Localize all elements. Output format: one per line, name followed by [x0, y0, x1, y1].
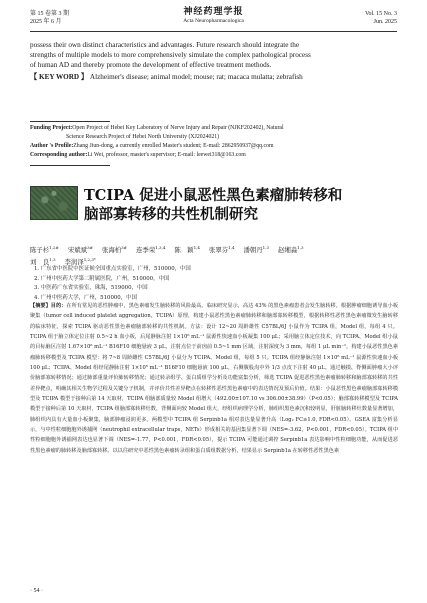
author-line [30, 243, 398, 255]
funding-block [30, 124, 398, 160]
running-header [30, 5, 397, 33]
author-name: 陈 颖$^{1,4}$ [174, 245, 200, 254]
author-affiliation-sup: 3# [87, 245, 93, 250]
affiliations [34, 265, 394, 303]
author-profile [30, 142, 398, 151]
chinese-abstract [30, 301, 398, 593]
author-name: 宋斌斌$^{3\#}$ [67, 245, 93, 254]
header-issue-en: Vol. 15 No. 3 [364, 11, 397, 17]
english-abstract-line: of human AD and thereby promote the development of effective treatment methods. [30, 61, 272, 69]
affiliation: 1. 广东省中医院中医证候全国重点实验室，广州，510000，中国 [34, 266, 191, 272]
article-title-line: 脑部寡转移的共性机制研究 [84, 206, 258, 223]
keywords-text: Alzheimer's disease; animal model; mouse; rat; macaca mulatta; zebrafish [88, 73, 303, 81]
author-affiliation-sup: 1,3 [262, 245, 270, 250]
author-name: 潘朝丹$^{1,3}$ [243, 245, 270, 254]
header-date-cn: 2025 年 6 月 [30, 19, 62, 25]
corresponding-author-label: Corresponding author: [30, 152, 88, 158]
author-affiliation-sup: 1,2# [49, 245, 59, 250]
article-thumbnail-image [30, 186, 78, 220]
funding-top-rule [30, 121, 110, 122]
affiliation: 4. 广州中医药大学，广州，510000，中国 [34, 294, 137, 301]
author-name: 陈子杉$^{1,2\#}$ [30, 245, 59, 254]
funding-project [30, 124, 398, 133]
article-title [84, 186, 384, 224]
article-title-line: TCIPA 促进小鼠恶性黑色素瘤肺转移和 [84, 187, 343, 204]
author-affiliation-sup: 1,2,3* [83, 257, 96, 262]
corresponding-author [30, 151, 398, 160]
funding-bottom-rule [30, 165, 110, 166]
english-abstract-tail [30, 40, 398, 70]
author-name: 李润泽$^{1,2,3*}$ [64, 257, 96, 266]
english-abstract-line: strengths of multiple models to more comprehensively simulate the complex pathological process [30, 51, 311, 59]
author-name: 赵缃淼$^{1,3}$ [278, 245, 304, 254]
header-date-en: Jun. 2025 [373, 19, 397, 25]
author-profile-label: Author 's Profile: [30, 143, 74, 149]
author-affiliation-sup: 3# [121, 245, 128, 250]
author-affiliation-sup: 1,3 [297, 245, 304, 250]
author-name: 张翠芬$^{1,4}$ [208, 245, 235, 254]
author-profile-text: Zhang Jiun-dong, a currently enrolled Master's student; E-mail: 2862950937@qq.com [73, 143, 274, 149]
keywords-label: 【 KEY WORD 】 [30, 73, 89, 81]
author-affiliation-sup: 1,3,4 [155, 245, 166, 250]
journal-title-en: Acta Neuropharmacologica [183, 18, 244, 24]
abstract-objective-label: 目的： [50, 303, 67, 309]
affiliation: 2. 广州中医药大学第二附属医院，广州，510000，中国 [34, 275, 170, 282]
header-rule [30, 31, 397, 32]
author-name: 连季荣$^{1,3,4}$ [136, 245, 166, 254]
english-abstract-line: possess their own distinct characteristics and advantages. Future research should integrate the [30, 41, 300, 49]
author-name: 张海柏$^{3\#}$ [101, 245, 128, 254]
header-right [365, 10, 397, 26]
corresponding-author-text: Li Wei, professor, master's supervisor; E-mail: leewei318@163.com [87, 152, 246, 158]
abstract-label: 【摘要】 [30, 303, 51, 309]
author-affiliation-sup: 1,3 [49, 257, 56, 262]
funding-project-label: Funding Project: [30, 125, 73, 131]
author-name: 刘 良$^{1,3}$ [30, 257, 56, 266]
author-affiliation-sup: 1,4 [228, 245, 235, 250]
author-list [30, 243, 398, 267]
funding-project-text-cont: Science Research Project of Hebei North University (XJ2024021) [66, 134, 220, 140]
affiliation: 3. 中医药广东省实验室，珠海，519000，中国 [34, 285, 148, 292]
journal-title-cn: 神经药理学报 [183, 7, 244, 17]
header-issue-cn: 第 15 卷第 3 期 [30, 11, 70, 17]
page-number: · 54 · [30, 588, 43, 594]
abstract-text: 在所有常见的恶性肿瘤中，黑色素瘤发生脑转移的风险最高。临床研究显示，高达 43% 的黑色素瘤患者会发生脑转移。根据肿瘤细胞诱导血小板聚集（tumor cell induced platelet aggregation，TCIPA）原理，构建小鼠恶性黑色素瘤肺转移和脑部寡转移模型，根据转移性恶性黑色素瘤微发生脑转移的临床特征，探索 TCIPA 驱动恶性黑色素瘤脑部转移的共性机制。方法：设计 12~20 周龄雄性 C57BL/6J 小鼠作为 TCIPA 组，Model 组，每组 4 只。TCIPA 组于脑立体定位注射 0.5~2 h 血小板，后尾静脉注射 1×10⁶ mL⁻¹ 鼠源性快速血小板凝集 100 μL；采用脑立体定位技术，向 TCIPA、Model 组小鼠的目标脑区注射 1.67×10⁶ mL⁻¹ B16F10 细胞悬液 3 μL，注射点位于前囟前 0.5~1 mm 区域，注射深度为 3 mm，每组 1 μL min⁻¹。构建小鼠恶性黑色素瘤肺转移模型及 TCIPA 模型：将 7~8 周龄雌性 C57BL/6J 小鼠分为 TCIPA、Model 组，每组 5 只。TCIPA 组经静脉注射 1×10⁶ mL⁻¹ 鼠源性快速血小板 100 μL；TCIPA、Model 组经尾静脉注射 1×10⁵ mL⁻¹ B16F10 细胞悬液 100 μL，右侧腹股沟中外 1/3 点皮下注射 40 μL。通过触摸、脊侧面肿瘤大小评价脑部寡转移情况；通过肺部重量评价肺转移情况；通过转录组学、蛋白质组学分析及功能富集分析，筛选 TCIPA 促进恶性黑色素瘤肺转移和脑部寡转移的共性差异靶点，明确其相关生物学过程及关键分子机制，并评价共性差异靶点在转移性恶性黑色素瘤中的表达情况及预后价值。结果：小鼠恶性黑色素瘤脑部寡转移模型及 TCIPA 模型于接种后第 14 天取材，TCIPA 组脑部质量较 Model 组增大（492.00±107.10 vs 306.00±38.99）（P<0.05）；脑部寡转移模型及 TCIPA 模型于接种后第 10 天取材，TCIPA 组脑部寡转移灶数，背侧面向较 Model 组大，经组织病理学分析，肺组织黑色素沉积较明显，肝脏脑转移灶数量显著增加，肺组织内具有大量血小板聚集，脑部肿瘤浸润更多。两模型中 TCIPA 组 Serpinb1a 相对表达量显著升高（Log₂ FC≥1.0, FDR<0.05）。GSEA 富集分析显示，与中性粒细胞胞外诱捕网（neutrophil extracellular traps，NETs）形成相关的基因集显著下调（NES=-3.62，P<0.001，FDR<0.05）。TCIPA 组中性粒细胞胞外诱捕网表达也显著下调（NES=-1.77，P<0.001，FDR<0.05），提示 TCIPA 可能通过调控 Serpinb1a 表达影响中性粒细胞功能，从而促进恶性黑色素瘤的肺转移及脑部寡转移。以以往研究中恶性黑色素瘤转录组和蛋白质组数据分析，结果显示 Serpinb1a 在转移性恶性黑色素 [30, 303, 398, 454]
author-affiliation-sup: 1,4 [193, 245, 200, 250]
keywords-line [30, 72, 303, 82]
funding-project-text: Open Project of Hebei Key Laboratory of Nerve Injury and Repair (NJKF202402), Natural [72, 125, 284, 131]
header-center [30, 7, 397, 25]
